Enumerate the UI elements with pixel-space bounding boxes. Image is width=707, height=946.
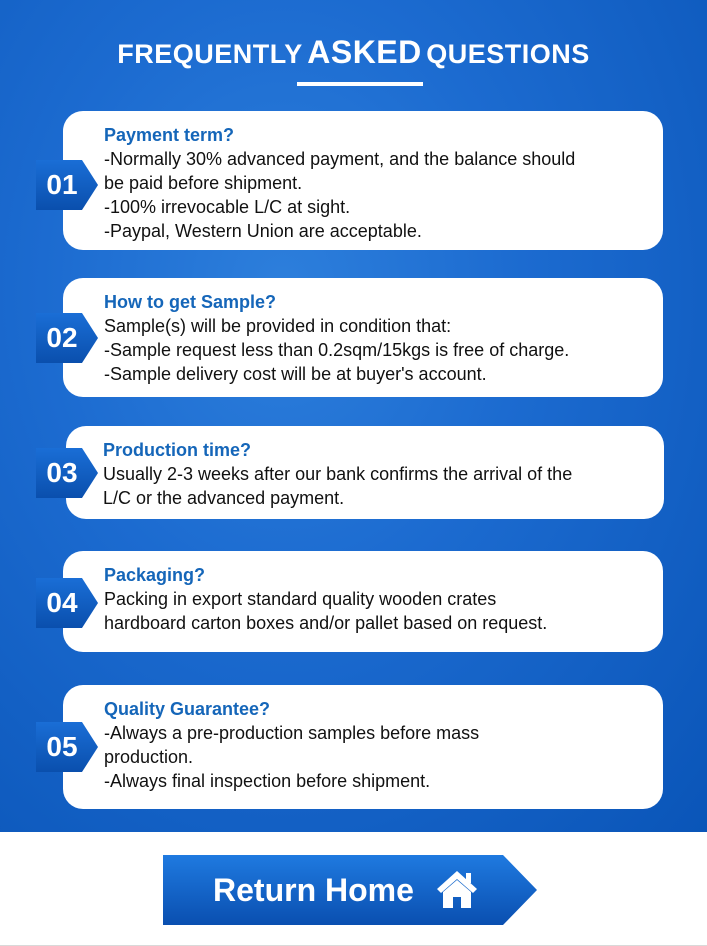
return-home-button[interactable] — [163, 855, 537, 925]
title-underline — [297, 82, 423, 86]
faq-card-5 — [63, 685, 663, 809]
faq-answer-line: -Always final inspection before shipment. — [104, 771, 431, 791]
faq-answer-line: hardboard carton boxes and/or pallet based on request. — [104, 613, 548, 633]
faq-number: 01 — [46, 169, 78, 200]
faq-answer-line: -Sample request less than 0.2sqm/15kgs is free of charge. — [104, 340, 570, 360]
faq-card-1 — [63, 111, 663, 250]
page-title — [0, 34, 707, 71]
title-word-asked: ASKED — [307, 34, 422, 70]
faq-answer-line: Packing in export standard quality wooden crates — [104, 589, 497, 609]
faq-card-4 — [63, 551, 663, 652]
faq-card-2 — [63, 278, 663, 397]
faq-answer-line: -100% irrevocable L/C at sight. — [104, 197, 351, 217]
faq-number-badge-3 — [36, 448, 98, 498]
faq-question: Packaging? — [104, 565, 206, 585]
faq-number: 04 — [46, 587, 78, 618]
faq-question: Payment term? — [104, 125, 235, 145]
faq-answer-line: -Normally 30% advanced payment, and the balance should — [104, 149, 576, 169]
faq-question: Production time? — [103, 440, 251, 460]
faq-answer-line: -Paypal, Western Union are acceptable. — [104, 221, 422, 241]
faq-answer-line: -Sample delivery cost will be at buyer's account. — [104, 364, 487, 384]
faq-number-badge-1 — [36, 160, 98, 210]
faq-answer-line: L/C or the advanced payment. — [103, 488, 345, 508]
faq-card-3 — [66, 426, 664, 519]
faq-number-badge-4 — [36, 578, 98, 628]
faq-answer-line: production. — [104, 747, 194, 767]
faq-answer-line: Usually 2-3 weeks after our bank confirms the arrival of the — [103, 464, 573, 484]
faq-answer-line: Sample(s) will be provided in condition that: — [104, 316, 452, 336]
home-icon — [435, 868, 479, 910]
title-word-questions: QUESTIONS — [426, 39, 590, 69]
faq-number: 03 — [46, 457, 78, 488]
faq-number: 05 — [46, 731, 78, 762]
faq-number-badge-5 — [36, 722, 98, 772]
faq-answer-line: -Always a pre-production samples before mass — [104, 723, 480, 743]
faq-answer-line: be paid before shipment. — [104, 173, 303, 193]
faq-number: 02 — [46, 322, 78, 353]
title-word-frequently: FREQUENTLY — [117, 39, 303, 69]
faq-question: Quality Guarantee? — [104, 699, 271, 719]
return-home-label: Return Home — [213, 872, 414, 908]
faq-question: How to get Sample? — [104, 292, 277, 312]
faq-number-badge-2 — [36, 313, 98, 363]
